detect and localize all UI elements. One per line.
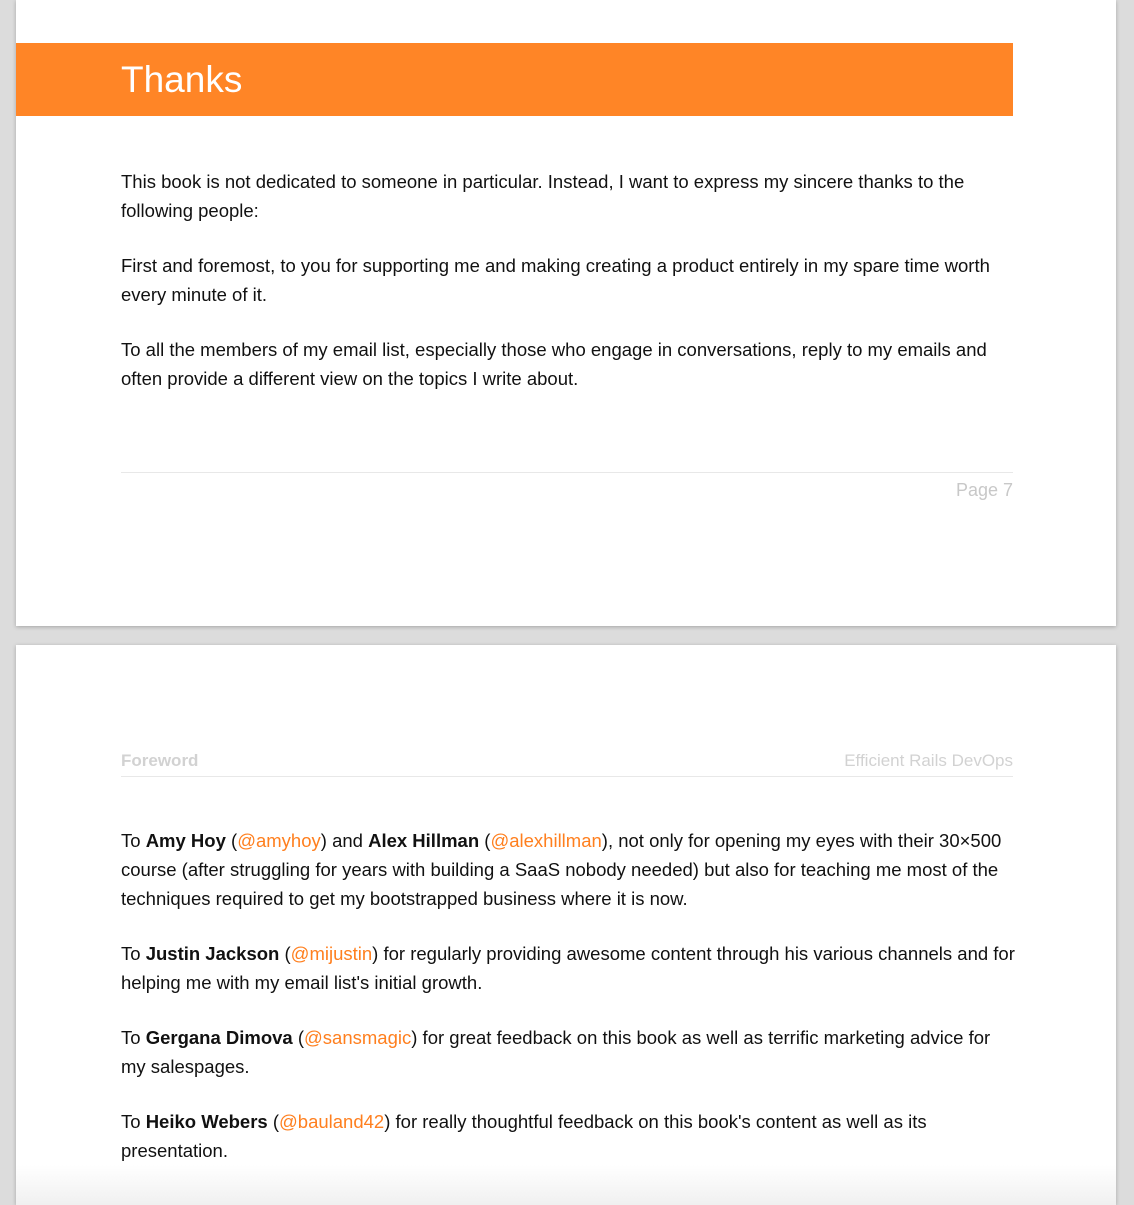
- person-name: Gergana Dimova: [145, 1027, 293, 1048]
- text: To: [121, 1111, 146, 1132]
- twitter-handle-link[interactable]: @mijustin: [290, 943, 373, 964]
- text: ), not only for opening my eyes with their 30×500 course (after struggling for years with building a SaaS nobody needed) but also for teaching me most of the techniques required to get my bootstrapped business where it is now.: [121, 830, 1002, 909]
- page-7-body: [121, 167, 1016, 419]
- text: ) for really thoughtful feedback on this book's content as well as its presentation.: [121, 1111, 927, 1161]
- page-number: Page 7: [955, 480, 1013, 500]
- chapter-banner: [16, 43, 1013, 116]
- twitter-handle-link[interactable]: @amyhoy: [237, 830, 321, 851]
- chapter-title: Thanks: [121, 59, 243, 100]
- person-name: Heiko Webers: [145, 1111, 268, 1132]
- paragraph: This book is not dedicated to someone in particular. Instead, I want to express my sincere thanks to the following people:: [121, 171, 965, 221]
- header-divider: [121, 776, 1013, 777]
- thanks-paragraph: To Gergana Dimova (@sansmagic) for great feedback on this book as well as terrific marketing advice for my salespages.: [121, 1027, 991, 1077]
- person-name: Amy Hoy: [145, 830, 226, 851]
- bottom-fade: [16, 1165, 1116, 1205]
- thanks-paragraph: To Amy Hoy (@amyhoy) and Alex Hillman (@alexhillman), not only for opening my eyes with their 30×500 course (after struggling for years with building a SaaS nobody needed) but also for teaching me most of the techniques required to get my bootstrapped business where it is now.: [121, 830, 1002, 909]
- paragraph: To all the members of my email list, especially those who engage in conversations, reply to my emails and often provide a different view on the topics I write about.: [121, 339, 987, 389]
- document-page-8: [16, 645, 1116, 1205]
- running-header-chapter: Foreword: [121, 751, 199, 770]
- document-page-7: [16, 0, 1116, 626]
- running-header-book-title: Efficient Rails DevOps: [844, 751, 1013, 770]
- twitter-handle-link[interactable]: @bauland42: [279, 1111, 385, 1132]
- person-name: Justin Jackson: [145, 943, 280, 964]
- text: and: [326, 830, 369, 851]
- text: ) for regularly providing awesome content through his various channels and for helping me with my email list's initial growth.: [121, 943, 1015, 993]
- thanks-paragraph: To Justin Jackson (@mijustin) for regularly providing awesome content through his various channels and for helping me with my email list's initial growth.: [121, 943, 1015, 993]
- paragraph: First and foremost, to you for supporting me and making creating a product entirely in my spare time worth every minute of it.: [121, 255, 990, 305]
- twitter-handle-link[interactable]: @sansmagic: [304, 1027, 412, 1048]
- person-name: Alex Hillman: [368, 830, 480, 851]
- page-8-body: [121, 826, 1016, 1191]
- footer-divider: [121, 472, 1013, 473]
- text: To: [121, 1027, 146, 1048]
- thanks-paragraph: To Heiko Webers (@bauland42) for really thoughtful feedback on this book's content as well as its presentation.: [121, 1111, 927, 1161]
- text: ) for great feedback on this book as well as terrific marketing advice for my salespages.: [121, 1027, 991, 1077]
- text: To: [121, 830, 146, 851]
- twitter-handle-link[interactable]: @alexhillman: [490, 830, 602, 851]
- text: To: [121, 943, 146, 964]
